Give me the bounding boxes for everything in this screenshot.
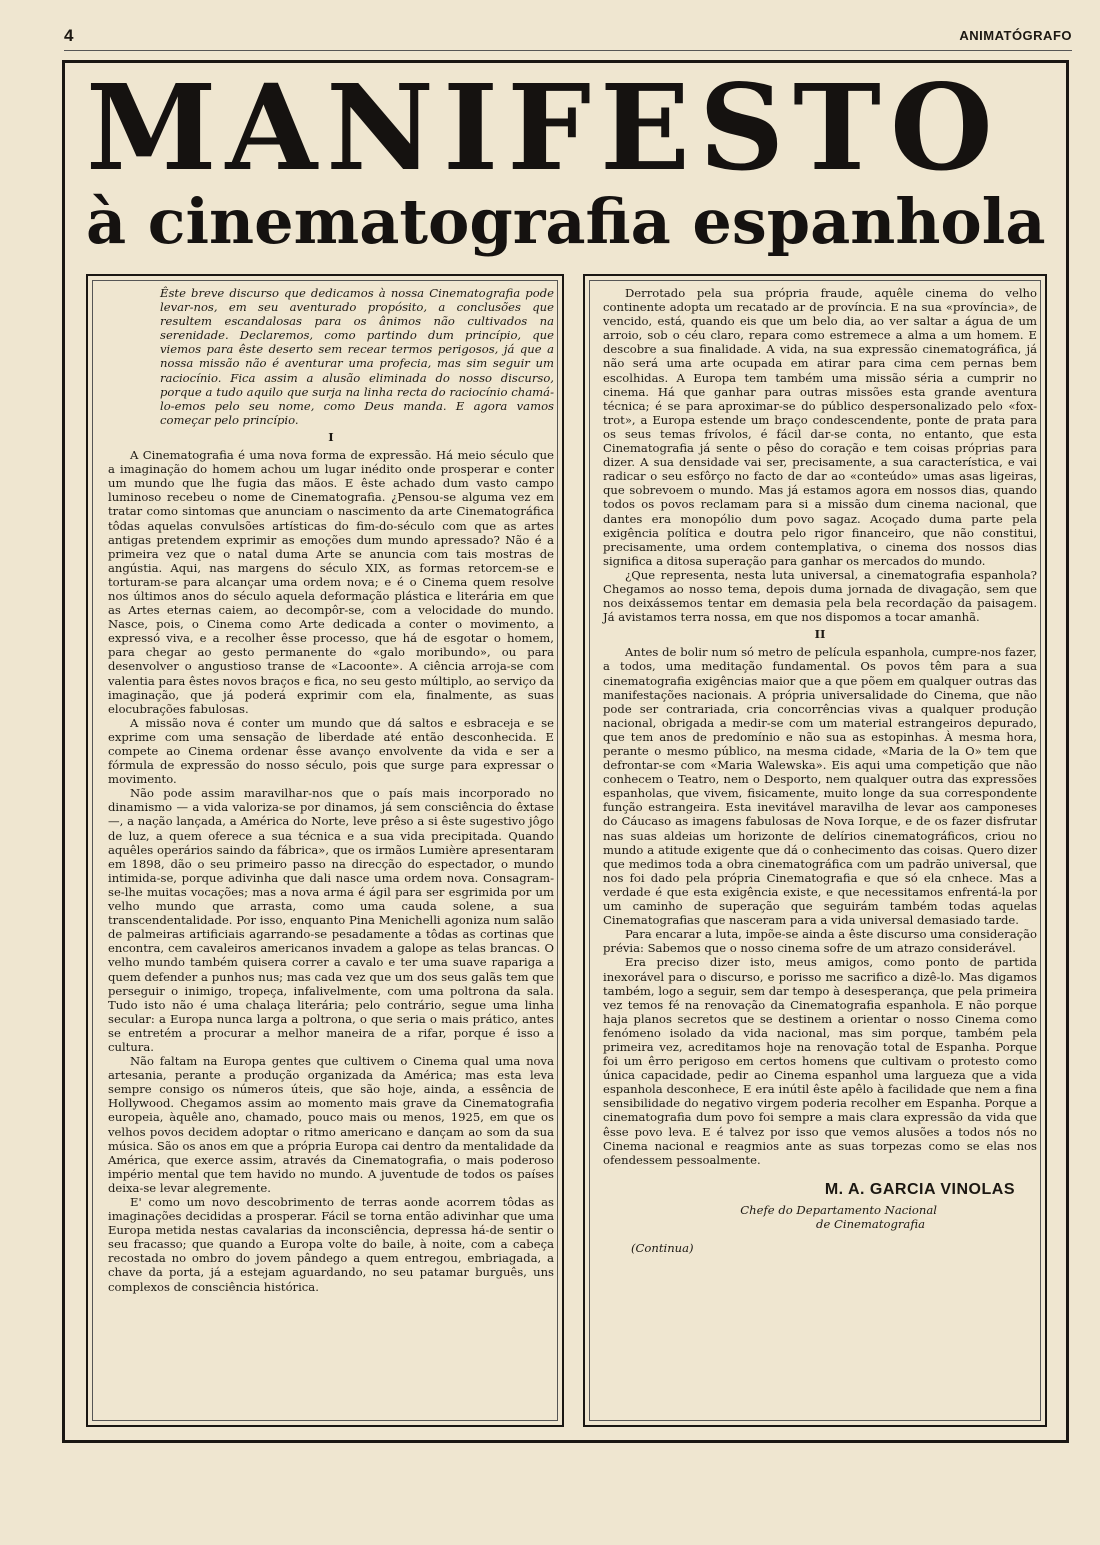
- body-paragraph: Antes de bolir num só metro de película espanhola, cumpre-nos fazer, a todos, uma meditação fundamental. Os povos têm para a sua cinematografia exigências maior que a que põem em qualquer outras das manifestações nacionais. A própria universalidade do Cinema, que não pode ser contrariada, cria concorrências vivas a qualquer produção nacional, obrigada a medir-se com um material estrangeiros depurado, que tem anos de predomínio e não sua as estopinhas. À mesma hora, perante o mesmo público, na mesma cidade, «Maria de la O» tem que defrontar-se com «Maria Walewska». Eis aqui uma competição que não conhecem o Teatro, nem o Desporto, nem qualquer outra das expressões espanholas, que vivem, fisicamente, muito longe da sua correspondente função estrangeira. Esta inevitável maravilha de levar aos camponeses do Cáucaso as imagens fabulosas de Nova Iorque, e de os fazer disfrutar nas suas aldeias um horizonte de delírios cinematográficos, criou no mundo a atitude exigente que dá o conhecimento das coisas. Quero dizer que medimos toda a obra cinematográfica com um padrão universal, que nos foi dado pela própria Cinematografia e que só ela cnhece. Mas a verdade é que esta exigência existe, e que necessitamos enfrentá-la por um caminho de superação que seguirám também todas aquelas Cinematografias que nasceram para a vida universal demasiado tarde.: [603, 645, 1037, 928]
- body-paragraph: Não faltam na Europa gentes que cultivem o Cinema qual uma nova artesania, perante a produção organizada da América; mas esta leva sempre consigo os números úteis, que são hoje, ainda, a essência de Hollywood. Chegamos assim ao momento mais grave da Cinematografia europeia, àquêle ano, chamado, pouco mais ou menos, 1925, em que os velhos povos decidem adoptar o ritmo americano e dançam ao som da sua música. São os anos em que a própria Europa cai dentro da mentalidade da América, que exerce assim, através da Cinematografia, o mais poderoso império mental que tem havido no mundo. A juventude de todos os países deixa-se levar alegremente.: [108, 1054, 554, 1195]
- author-role: Chefe do Departamento Nacional: [740, 1202, 937, 1217]
- body-paragraph: Era preciso dizer isto, meus amigos, como ponto de partida inexorável para o discurso, e porisso me sacrifico a dizê-lo. Mas digamos também, logo a seguir, sem dar tempo à desesperança, que pela primeira vez temos fé na renovação da Cinematografia espanhola. E não porque haja planos secretos que se destinem a orientar o nosso Cinema como fenómeno isolado da vida nacional, mas sim porque, também pela primeira vez, acreditamos hoje na renovação total de Espanha. Porque foi um êrro perigoso em certos homens que cultivam o protesto como única capacidade, pedir ao Cinema espanhol uma largueza que a vida espanhola desconhece, E era inútil êste apêlo à facilidade que nem a fina sensibilidade do negativo virgem poderia recolher em Espanha. Porque a cinematografia dum povo foi sempre a mais clara expressão da vida que êsse povo leva. E é talvez por isso que vemos alusões a todos nós no Cinema nacional e reagmios ante as suas torpezas como se elas nos ofendessem pessoalmente.: [603, 955, 1037, 1167]
- body-paragraph: Derrotado pela sua própria fraude, aquêle cinema do velho continente adopta um recatado ar de província. E na sua «província», de vencido, está, quando eis que um belo dia, ao ver saltar a água de um arroio, sob o céu claro, repara como estremece a alma a um homem. E descobre a sua finalidade. A vida, na sua expressão cinematográfica, já não será uma arte ocupada em atirar para cima cem pernas bem escolhidas. A Europa tem também uma missão séria a cumprir no cinema. Há que ganhar para outras missões esta grande aventura técnica; é se para aproximar-se do público despersonalizado pelo «fox-trot», a Europa estende um braço condescendente, ponte de prata para os seus temas frívolos, é fácil dar-se conta, no entanto, que esta Cinematografia já sente o pêso do coração e tem coisas próprias para dizer. A sua densidade vai ser, precisamente, a sua característica, e vai radicar o seu esfôrço no facto de dar ao «conteúdo» umas asas ligeiras, que sobrevoem o mundo. Mas já estamos agora em nossos dias, quando todos os povos reclamam para si a missão dum cinema nacional, que dantes era monopólio dum povo sagaz. Acoçado duma parte pela exigência política e doutra pelo rigor financeiro, que não constitui, precisamente, uma ordem contemplativa, o cinema dos nossos dias significa a ditosa superação para ganhar os mercados do mundo.: [603, 286, 1037, 568]
- body-paragraph: Não pode assim maravilhar-nos que o país mais incorporado no dinamismo — a vida valoriza-se por dinamos, já sem consciência do êxtase —, a nação lançada, a América do Norte, leve prêso a si êste sugestivo jôgo de luz, a quem oferece a sua técnica e a sua vida precipitada. Quando aquêles operários saindo da fábrica», que os irmãos Lumière apresentaram em 1898, dão o seu primeiro passo na direcção do espectador, o mundo intimida-se, porque adivinha que dali nasce uma ordem nova. Consagram-se-lhe muitas vocações; mas a nova arma é ágil para ser esgrimida por um velho mundo que arrasta, como uma cauda solene, a sua transcendentalidade. Por isso, enquanto Pina Menichelli agoniza num salão de palmeiras artificiais agarrando-se pesadamente a tôdas as cortinas que encontra, cem cavaleiros americanos invadem a galope as telas brancas. O velho mundo também quisera correr a cavalo e ter uma suave rapariga a quem defender a punhos nus; mas cada vez que um dos seus galãs tem que perseguir o inimigo, tropeça, infalivelmente, com uma poltrona da sala. Tudo isto não é uma chalaça literária; pelo contrário, segue uma linha secular: a Europa nunca larga a poltrona, o que seria o mais prático, antes se entretém a procurar a melhor maneira de a rifar, porque é isso a cultura.: [108, 786, 554, 1054]
- left-column: [108, 286, 554, 1294]
- body-paragraph: A Cinematografia é uma nova forma de expressão. Há meio século que a imaginação do homem achou um lugar inédito onde prosperar e conter um mundo que lhe fugia das mãos. E êste achado dum vasto campo luminoso recebeu o nome de Cinematografia. ¿Pensou-se alguma vez em tratar como sintomas que anunciam o nascimento da arte Cinematográfica tôdas aquelas convulsões artísticas do fim-do-século com que as artes antigas pretendem exprimir as emoções dum mundo apressado? Não é a primeira vez que o natal duma Arte se anuncia com tais mostras de angústia. Aqui, nas margens do século XIX, as formas retorcem-se e torturam-se para alcançar uma ordem nova; e é o Cinema quem resolve nos últimos anos do século aquela deformação plástica e literária em que as Artes eternas caiem, ao decompôr-se, com a velocidade do mundo. Nasce, pois, o Cinema como Arte dedicada a conter o movimento, a expressó viva, e a recolher êsse processo, que há de esgotar o homem, para chegar ao gesto permanente do «galo moribundo», ou para desenvolver o angustioso transe de «Lacoonte». A ciência arroja-se com valentia para êstes novos braços e fica, no seu gesto múltiplo, ao serviço da imaginação, que já poderá exprimir com ela, finalmente, as suas elocubrações fabulosas.: [108, 448, 554, 716]
- right-column: [603, 286, 1037, 1255]
- section-heading-2: II: [814, 627, 826, 642]
- intro-paragraph: Êste breve discurso que dedicamos à nossa Cinematografia pode levar-nos, em seu aventurado propósito, a conclusões que resultem escandalosas para os ânimos não cultivados na serenidade. Declaremos, como partindo dum princípio, que viemos para êste deserto sem recear termos perigosos, já que a nossa missão não é aventurar uma profecia, mas sim seguir um raciocínio. Fica assim a alusão eliminada do nosso discurso, porque a tudo aquilo que surja na linha recta do raciocínio chamá-lo-emos pelo seu nome, como Deus manda. E agora vamos começar pelo princípio.: [160, 286, 554, 427]
- author-name: M. A. GARCIA VINOLAS: [824, 1180, 1015, 1198]
- magazine-name: ANIMATÓGRAFO: [959, 28, 1072, 43]
- section-heading-1: I: [328, 429, 334, 444]
- header-rule: [64, 50, 1072, 51]
- headline: MANIFESTO: [86, 58, 1002, 197]
- continued-note: (Continua): [631, 1240, 694, 1255]
- body-paragraph: Para encarar a luta, impõe-se ainda a êste discurso uma consideração prévia: Sabemos que o nosso cinema sofre de um atrazo considerável.: [603, 927, 1037, 956]
- body-paragraph: A missão nova é conter um mundo que dá saltos e esbraceja e se exprime com uma sensação de liberdade até então desconhecida. E compete ao Cinema ordenar êsse avanço envolvente da vida e ser a fórmula de expressão do nosso século, pois que surge para expressar o movimento.: [108, 715, 554, 787]
- subheadline: à cinematografia espanhola: [86, 185, 1046, 258]
- body-paragraph: ¿Que representa, nesta luta universal, a cinematografia espanhola? Chegamos ao nosso tema, depois duma jornada de divagação, sem que nos deixássemos tentar em demasia pela bela recordação da paisagem. Já avistamos terra nossa, em que nos dispomos a tocar amanhã.: [603, 567, 1037, 625]
- page-number: 4: [64, 26, 74, 45]
- author-role-continued: de Cinematografia: [816, 1216, 925, 1231]
- body-paragraph: E' como um novo descobrimento de terras aonde acorrem tôdas as imaginações decididas a prosperar. Fácil se torna então adivinhar que uma Europa metida nestas cavalarias da inconsciência, depressa há-de sentir o seu fracasso; que quando a Europa volte do baile, à noite, com a cabeça recostada no ombro do jovem pândego a quem entregou, embriagada, a chave da porta, já a estejam aguardando, no seu patamar burguês, uns complexos de consciência histórica.: [108, 1195, 554, 1294]
